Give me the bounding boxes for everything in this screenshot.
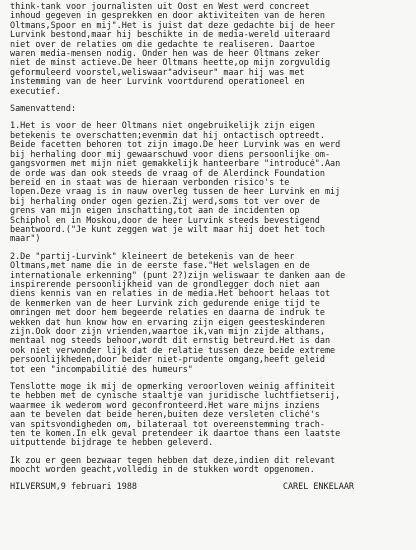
text-line: waren media-mensen nodig. Onder hen was de heer Oltmans zeker [10,49,320,59]
text-line: beantwoord.("Je kunt zeggen wat je wilt maar hij doet het toch [10,224,325,234]
text-line: Tenslotte moge ik mij de opmerking veroorloven weinig affiniteit [10,382,336,392]
text-line: inhoud gegeven in gesprekken en door aktiviteiten van de heren [10,11,325,21]
text-line: moocht worden geacht,volledig in de stukken wordt opgenomen. [10,465,315,475]
text-line: Lurvink bestond,maar hij beschikte in de media-wereld uiteraard [10,30,331,40]
text-line: diens kennis van en relaties in de media.Het behoort helaas tot [10,289,331,299]
text-line: bij herhaling onder ogen gezien.Zij werd,soms tot ver over de [10,196,320,206]
text-line: tot een "incompabilitié des humeurs" [10,364,193,374]
text-line: de kenmerken van de heer Lurvink zich gedurende enige tijd te [10,298,320,308]
text-line: Schiphol en in Moskou,door de heer Lurvink steeds bevestigend [10,215,320,225]
text-line: internationale erkenning" (punt 2?)zijn weliswaar te danken aan de [10,270,346,280]
text-line: maar") [10,234,41,244]
signature-line [10,482,406,491]
text-line: Oltmans,Spoor en mij".Het is juist dat deze gedachte bij de heer [10,20,336,30]
signature-name: CAREL ENKELAAR [282,480,354,491]
text-line: de orde was dan ook steeds de vraag of de Alerdinck Foundation [10,168,325,178]
text-line: 1.Het is voor de heer Oltmans niet ongebruikelijk zijn eigen [10,121,315,131]
text-line: lopen.Deze vraag is in nauw overleg tussen de heer Lurvink en mij [10,187,341,197]
closing-paragraph [10,382,406,448]
text-line: bij herhaling door mij gewaarschuwd voor diens persoonlijke om- [10,149,331,159]
text-line: te hebben met de cynische staaltje van juridische luchtfietserij, [10,391,341,401]
text-line: van spitsvondigheden om, bilateraal tot overeenstemming trach- [10,419,325,429]
text-line: betekenis te overschatten;evenmin dat hij ontactisch optreedt. [10,130,325,140]
text-line: ook niet verwonder lijk dat de relatie tussen deze beide extreme [10,345,336,355]
text-line: aan te bevelen dat beide heren,buiten deze versleten cliché's [10,410,320,420]
text-line: 2.De "partij-Lurvink" kleineert de betekenis van de heer [10,251,295,261]
place-date: HILVERSUM,9 februari 1988 [10,480,137,491]
text-line: Oltmans,met name die in de eerste fase."Het welslagen en de [10,261,310,271]
summary-heading: Samenvattend: [10,104,77,114]
text-line: inspirerende persoonlijkheid van de grondlegger doch niet aan [10,279,320,289]
text-line: niet de minst actieve.De heer Oltmans heette,op mijn zorgvuldig [10,58,331,68]
text-line: geformuleerd voorstel,weliswaar"adviseur" maar hij was met [10,67,305,77]
text-line: executief. [10,86,61,96]
text-line: bereid en in staat was de hieraan verbonden risico's te [10,177,290,187]
text-line: zijn.Ook door zijn vrienden,waartoe ik,van mijn zijde althans, [10,327,325,336]
point-1-paragraph [10,121,406,243]
text-line: mentaal nog steeds behoor,wordt dit ernstig betreurd.Het is dan [10,336,331,346]
text-line: Beide facetten behoren tot zijn imago.De heer Lurvink was en werd [10,140,341,150]
text-line: uitputtende bijdrage te hebben geleverd. [10,438,214,448]
intro-paragraph [10,2,406,96]
text-line: grens van mijn eigen inschatting,tot aan de incidenten op [10,206,300,216]
text-line: ten te komen.In elk geval pretendeer ik daartoe thans een laatste [10,429,341,439]
text-line: instemming van de heer Lurvink voortdurend operationeel en [10,77,305,87]
text-line: persoonlijkheden,door beider niet-prudente omgang,heeft geleid [10,355,325,365]
text-line: niet over de relaties om die gedachte te realiseren. Daartoe [10,39,315,49]
text-line: waarmee ik wederom word geconfronteerd.Het ware mijns inziens [10,400,320,410]
text-line: Ik zou er geen bezwaar tegen hebben dat deze,indien dit relevant [10,455,336,465]
text-line: omringen met door hem begeerde relaties en daarna de indruk te [10,308,325,318]
final-paragraph [10,456,406,475]
point-2-paragraph [10,252,406,374]
text-line: think-tank voor journalisten uit Oost en West werd concreet [10,2,310,11]
text-line: gangsvormen met mijn niet gemakkelijk hanteerbare "introducé".Aan [10,159,341,169]
text-line: wekken dat hun know how en ervaring zijn eigen geesteskinderen [10,317,325,327]
